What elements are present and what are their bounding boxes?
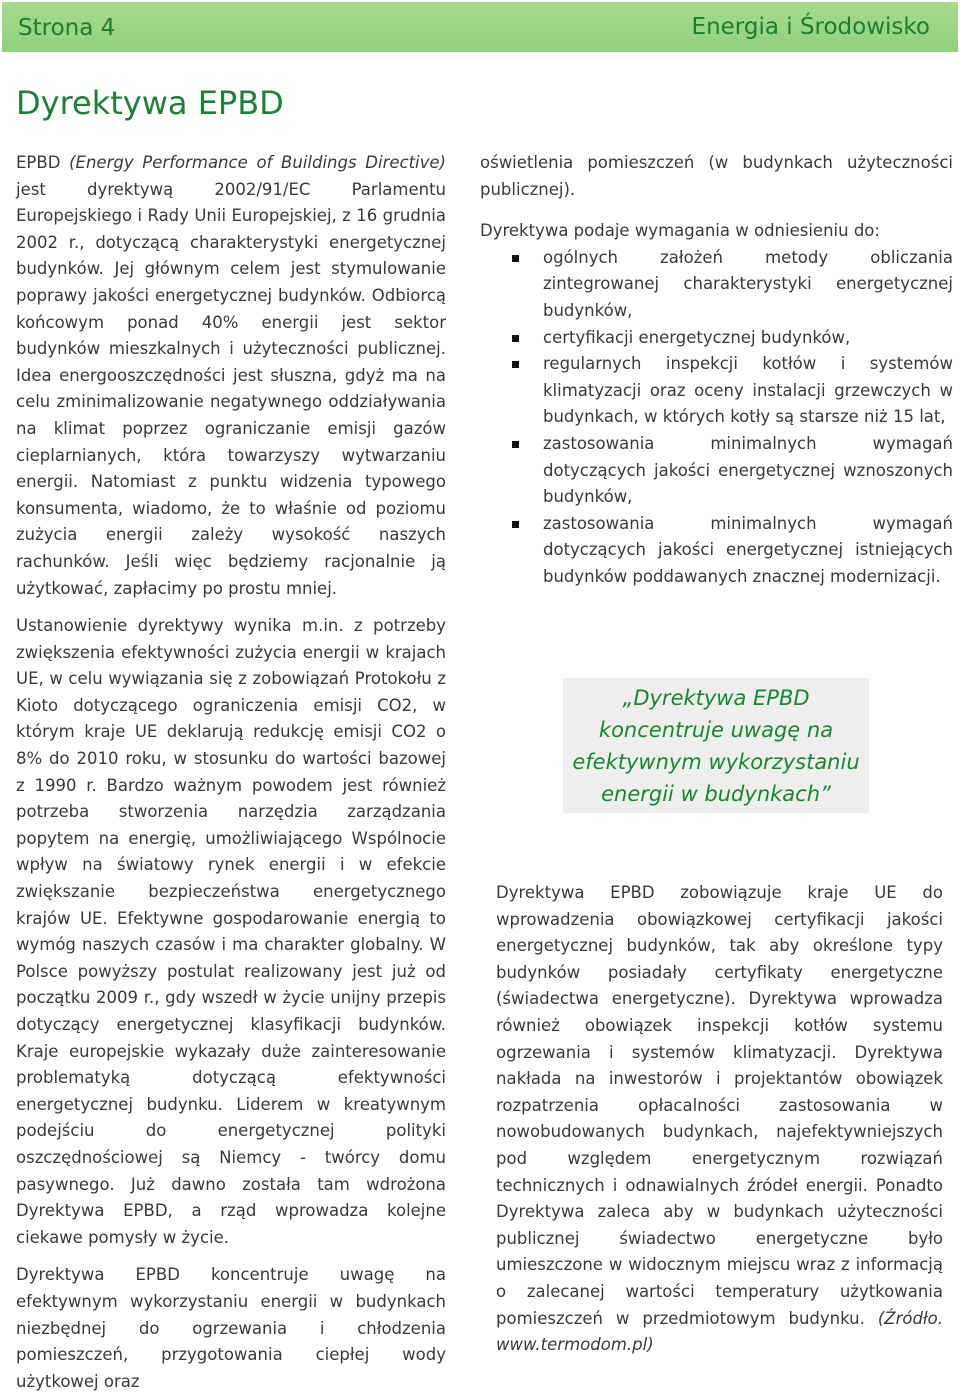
source-citation: (Źródło. www.termodom.pl): [496, 1308, 943, 1355]
paragraph-intro: EPBD (Energy Performance of Buildings Directive) jest dyrektywą 2002/91/EC Parlamentu Europejskiego i Rady Unii Europejskiej, z 16 grudnia 2002 r., dotyczącą charakterystyki energetycznej budynków. Jej głównym celem jest stymulowanie poprawy jakości energetycznej budynków. Odbiorcą końcowym ponad 40% energii jest sektor budynków mieszkalnych i użyteczności publicznej. Idea energooszczędności jest słuszna, gdyż ma na celu zminimalizowanie negatywnego oddziaływania na klimat poprzez ograniczanie emisji gazów cieplarnianych, która towarzyszy wytwarzaniu energii. Natomiast z punktu widzenia typowego konsumenta, wiadomo, że to właśnie od poziomu zużycia energii zależy wysokość naszych rachunków. Jeśli więc będziemy racjonalnie ją użytkować, zapłacimy po prostu mniej.: [16, 153, 446, 598]
square-bullet-icon: [512, 361, 519, 368]
list-item: zastosowania minimalnych wymagań dotyczących jakości energetycznej wznoszonych budynków,: [480, 431, 953, 511]
square-bullet-icon: [512, 441, 519, 448]
list-item: ogólnych założeń metody obliczania zintegrowanej charakterystyki energetycznej budynków,: [480, 245, 953, 325]
square-bullet-icon: [512, 335, 519, 342]
list-item: regularnych inspekcji kotłów i systemów klimatyzacji oraz oceny instalacji grzewczych w budynkach, w których kotły są starsze niż 15 lat,: [480, 351, 953, 431]
requirements-intro: Dyrektywa podaje wymagania w odniesieniu do:: [480, 221, 880, 241]
article-title: Dyrektywa EPBD: [16, 84, 284, 122]
paragraph-certification: Dyrektywa EPBD zobowiązuje kraje UE do wprowadzenia obowiązkowej certyfikacji jakości energetycznej budynków, tak aby określone typy budynków posiadały certyfikaty energetyczne (świadectwa energetyczne). Dyrektywa wprowadza również obowiązek inspekcji kotłów systemu ogrzewania i systemów klimatyzacji. Dyrektywa nakłada na inwestorów i projektantów obowiązek rozpatrzenia opłacalności zastosowania w nowobudowanych budynkach, najefektywniejszych pod względem energetycznym rozwiązań technicznych i odnawialnych źródeł energii. Ponadto Dyrektywa zaleca aby w budynkach użyteczności publicznej świadectwo energetyczne było umieszczone w widocznym miejscu wraz z informacją o zalecanej wartości temperatury użytkowania pomieszczeń w przedmiotowym budynku. (Źródło. www.termodom.pl): [496, 883, 943, 1355]
pull-quote-text: „Dyrektywa EPBD koncentruje uwagę na efektywnym wykorzystaniu energii w budynkach”: [572, 685, 860, 806]
column-right: [480, 150, 953, 591]
list-item: certyfikacji energetycznej budynków,: [480, 325, 953, 352]
paragraph-focus: Dyrektywa EPBD koncentruje uwagę na efektywnym wykorzystaniu energii w budynkach niezbędnej do ogrzewania i chłodzenia pomieszczeń, przygotowania ciepłej wody użytkowej oraz: [16, 1265, 446, 1391]
column-left: [16, 150, 446, 1395]
square-bullet-icon: [512, 521, 519, 528]
column-right-lower: [496, 880, 943, 1359]
directive-full-name: (Energy Performance of Buildings Directive): [69, 153, 446, 172]
requirements-list: [480, 245, 953, 591]
paragraph-motivation: Ustanowienie dyrektywy wynika m.in. z potrzeby zwiększenia efektywności zużycia energii w krajach UE, w celu wywiązania się z zobowiązań Protokołu z Kioto dotyczącego ograniczenia emisji CO2, w którym kraje UE deklarują redukcję emisji CO2 o 8% do 2010 roku, w stosunku do wartości bazowej z 1990 r. Bardzo ważnym powodem jest również potrzeba stworzenia narzędzia zarządzania popytem na energię, umożliwiającego Wspólnocie wpływ na światowy rynek energii i w efekcie zwiększanie bezpieczeństwa energetycznego krajów UE. Efektywne gospodarowanie energią to wymóg naszych czasów i ma charakter globalny. W Polsce powyższy postulat realizowany jest już od początku 2009 r., gdy wszedł w życie unijny przepis dotyczący energetycznej klasyfikacji budynków. Kraje europejskie wykazały duże zainteresowanie problematyką dotyczącą efektywności energetycznej budynku. Liderem w kreatywnym podejściu do energetycznej polityki oszczędnościowej są Niemcy - twórcy domu pasywnego. Już dawno została tam wdrożona Dyrektywa EPBD, a rząd wprowadza kolejne ciekawe pomysły w życie.: [16, 616, 446, 1247]
paragraph-focus-cont: oświetlenia pomieszczeń (w budynkach użyteczności publicznej).: [480, 153, 953, 199]
page-number: Strona 4: [18, 15, 116, 41]
page-header: [2, 2, 958, 52]
square-bullet-icon: [512, 255, 519, 262]
list-item: zastosowania minimalnych wymagań dotyczących jakości energetycznej istniejących budynków poddawanych znacznej modernizacji.: [480, 511, 953, 591]
section-title: Energia i Środowisko: [691, 14, 930, 40]
pull-quote: [563, 678, 869, 813]
